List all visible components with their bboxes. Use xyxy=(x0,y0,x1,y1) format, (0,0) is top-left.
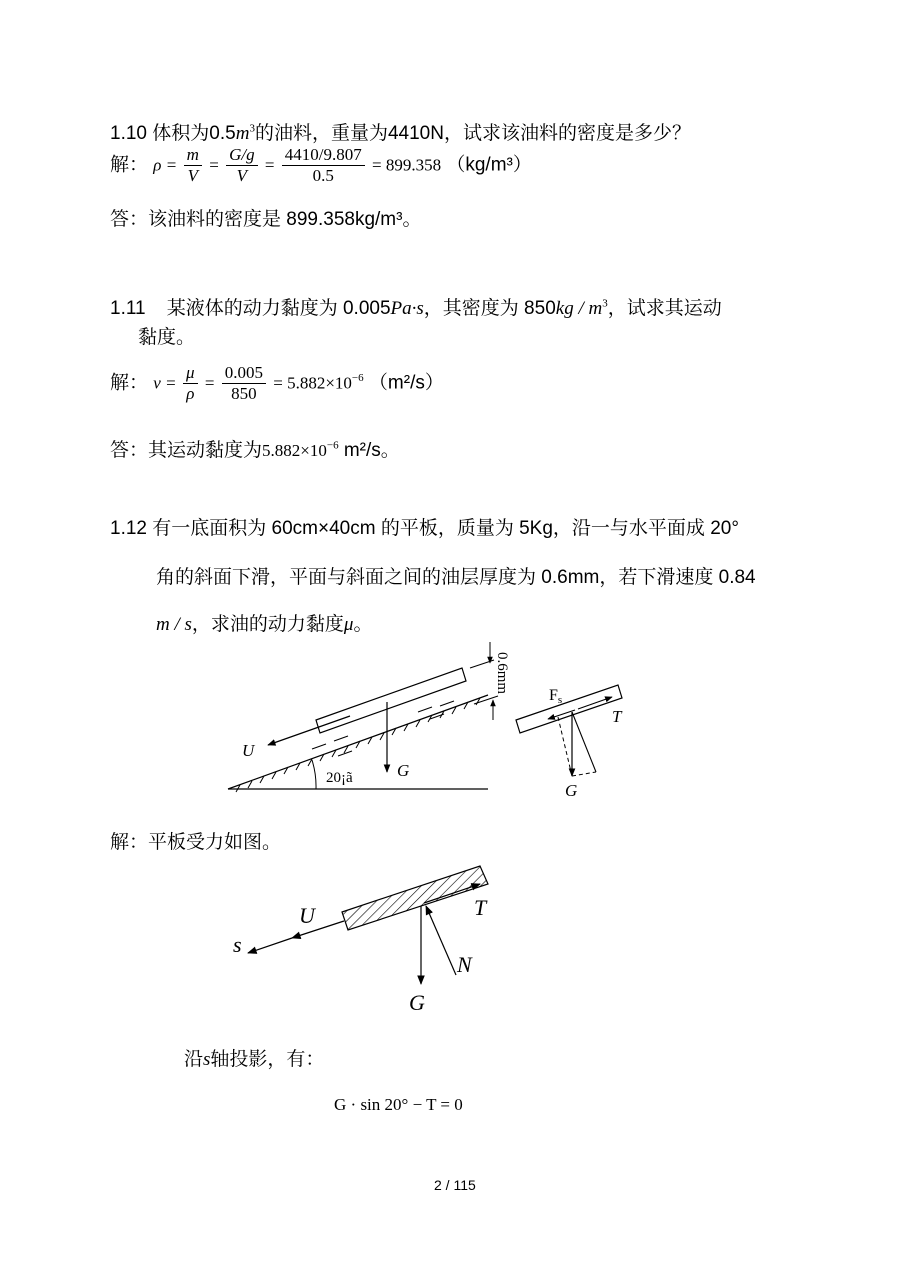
problem-1-10-solution: 解： ρ = $\frac{m}{V}$ = $\frac{G/g}{V}$ = $\frac{4410/9.807}{0.5}$ = 899.358 （kg/m³） xyxy=(110,145,532,185)
thickness-label: 0.6mm xyxy=(494,652,510,695)
solution-force-diagram-intro: 解：平板受力如图。 xyxy=(110,832,282,853)
label-g-small: G xyxy=(565,781,578,800)
label-fs: Fs xyxy=(549,687,563,706)
fraction-g-over-v: $\frac{G/g}{V}$ xyxy=(226,145,258,186)
label-t: T xyxy=(612,707,622,726)
label-g-2: G xyxy=(409,990,425,1015)
problem-1-11-question-line2: 黏度。 xyxy=(138,327,196,348)
page-number: 2 / 115 xyxy=(434,1177,476,1193)
equilibrium-equation: G · sin 20° − T = 0 xyxy=(334,1095,463,1114)
problem-1-12-line3: m / s，求油的动力黏度μ。 xyxy=(156,614,373,635)
hatched-plate xyxy=(342,866,488,930)
problem-1-11-question: 1.11 某液体的动力黏度为 0.005Pa·s，其密度为 $850kg / m^3$，试求其运动 xyxy=(110,297,722,319)
problem-1-10-answer: 答：该油料的密度是 899.358kg/m³。 xyxy=(110,209,422,230)
label-n: N xyxy=(457,952,472,977)
label-angle: 20¡ã xyxy=(326,770,353,786)
projection-text: 沿s轴投影，有： xyxy=(184,1049,325,1070)
label-t-2: T xyxy=(474,895,487,920)
n-arrow xyxy=(426,906,456,975)
label-u: U xyxy=(242,741,255,760)
problem-1-12-line2: 角的斜面下滑，平面与斜面之间的油层厚度为 0.6mm，若下滑速度 0.84 xyxy=(156,567,756,588)
fraction-numeric: $\frac{4410/9.807}{0.5}$ xyxy=(282,145,365,186)
problem-1-10-question: 1.10 体积为$0.5m^3$的油料，重量为4410N，试求该油料的密度是多少？ xyxy=(110,122,691,144)
problem-1-11-solution: 解： ν = $\frac{\mu}{\rho}$ = $\frac{0.005}{850}$ = $5.882\times 10^{-6}$ （m²/s） xyxy=(110,363,444,403)
problem-1-12-line1: 1.12 有一底面积为 60cm×40cm 的平板，质量为 5Kg，沿一与水平面成 20° xyxy=(110,518,739,539)
label-g: G xyxy=(397,761,410,780)
label-u-2: U xyxy=(299,903,315,928)
problem-1-11-answer: 答：其运动黏度为$5.882\times 10^{-6}$ m²/s。 xyxy=(110,439,400,461)
label-s: s xyxy=(233,932,242,957)
fraction-mu-over-rho: $\frac{\mu}{\rho}$ xyxy=(183,363,198,404)
fraction-numeric: $\frac{0.005}{850}$ xyxy=(222,363,266,404)
s-axis-arrow xyxy=(248,938,292,953)
fraction-m-over-v: $\frac{m}{V}$ xyxy=(184,145,202,186)
